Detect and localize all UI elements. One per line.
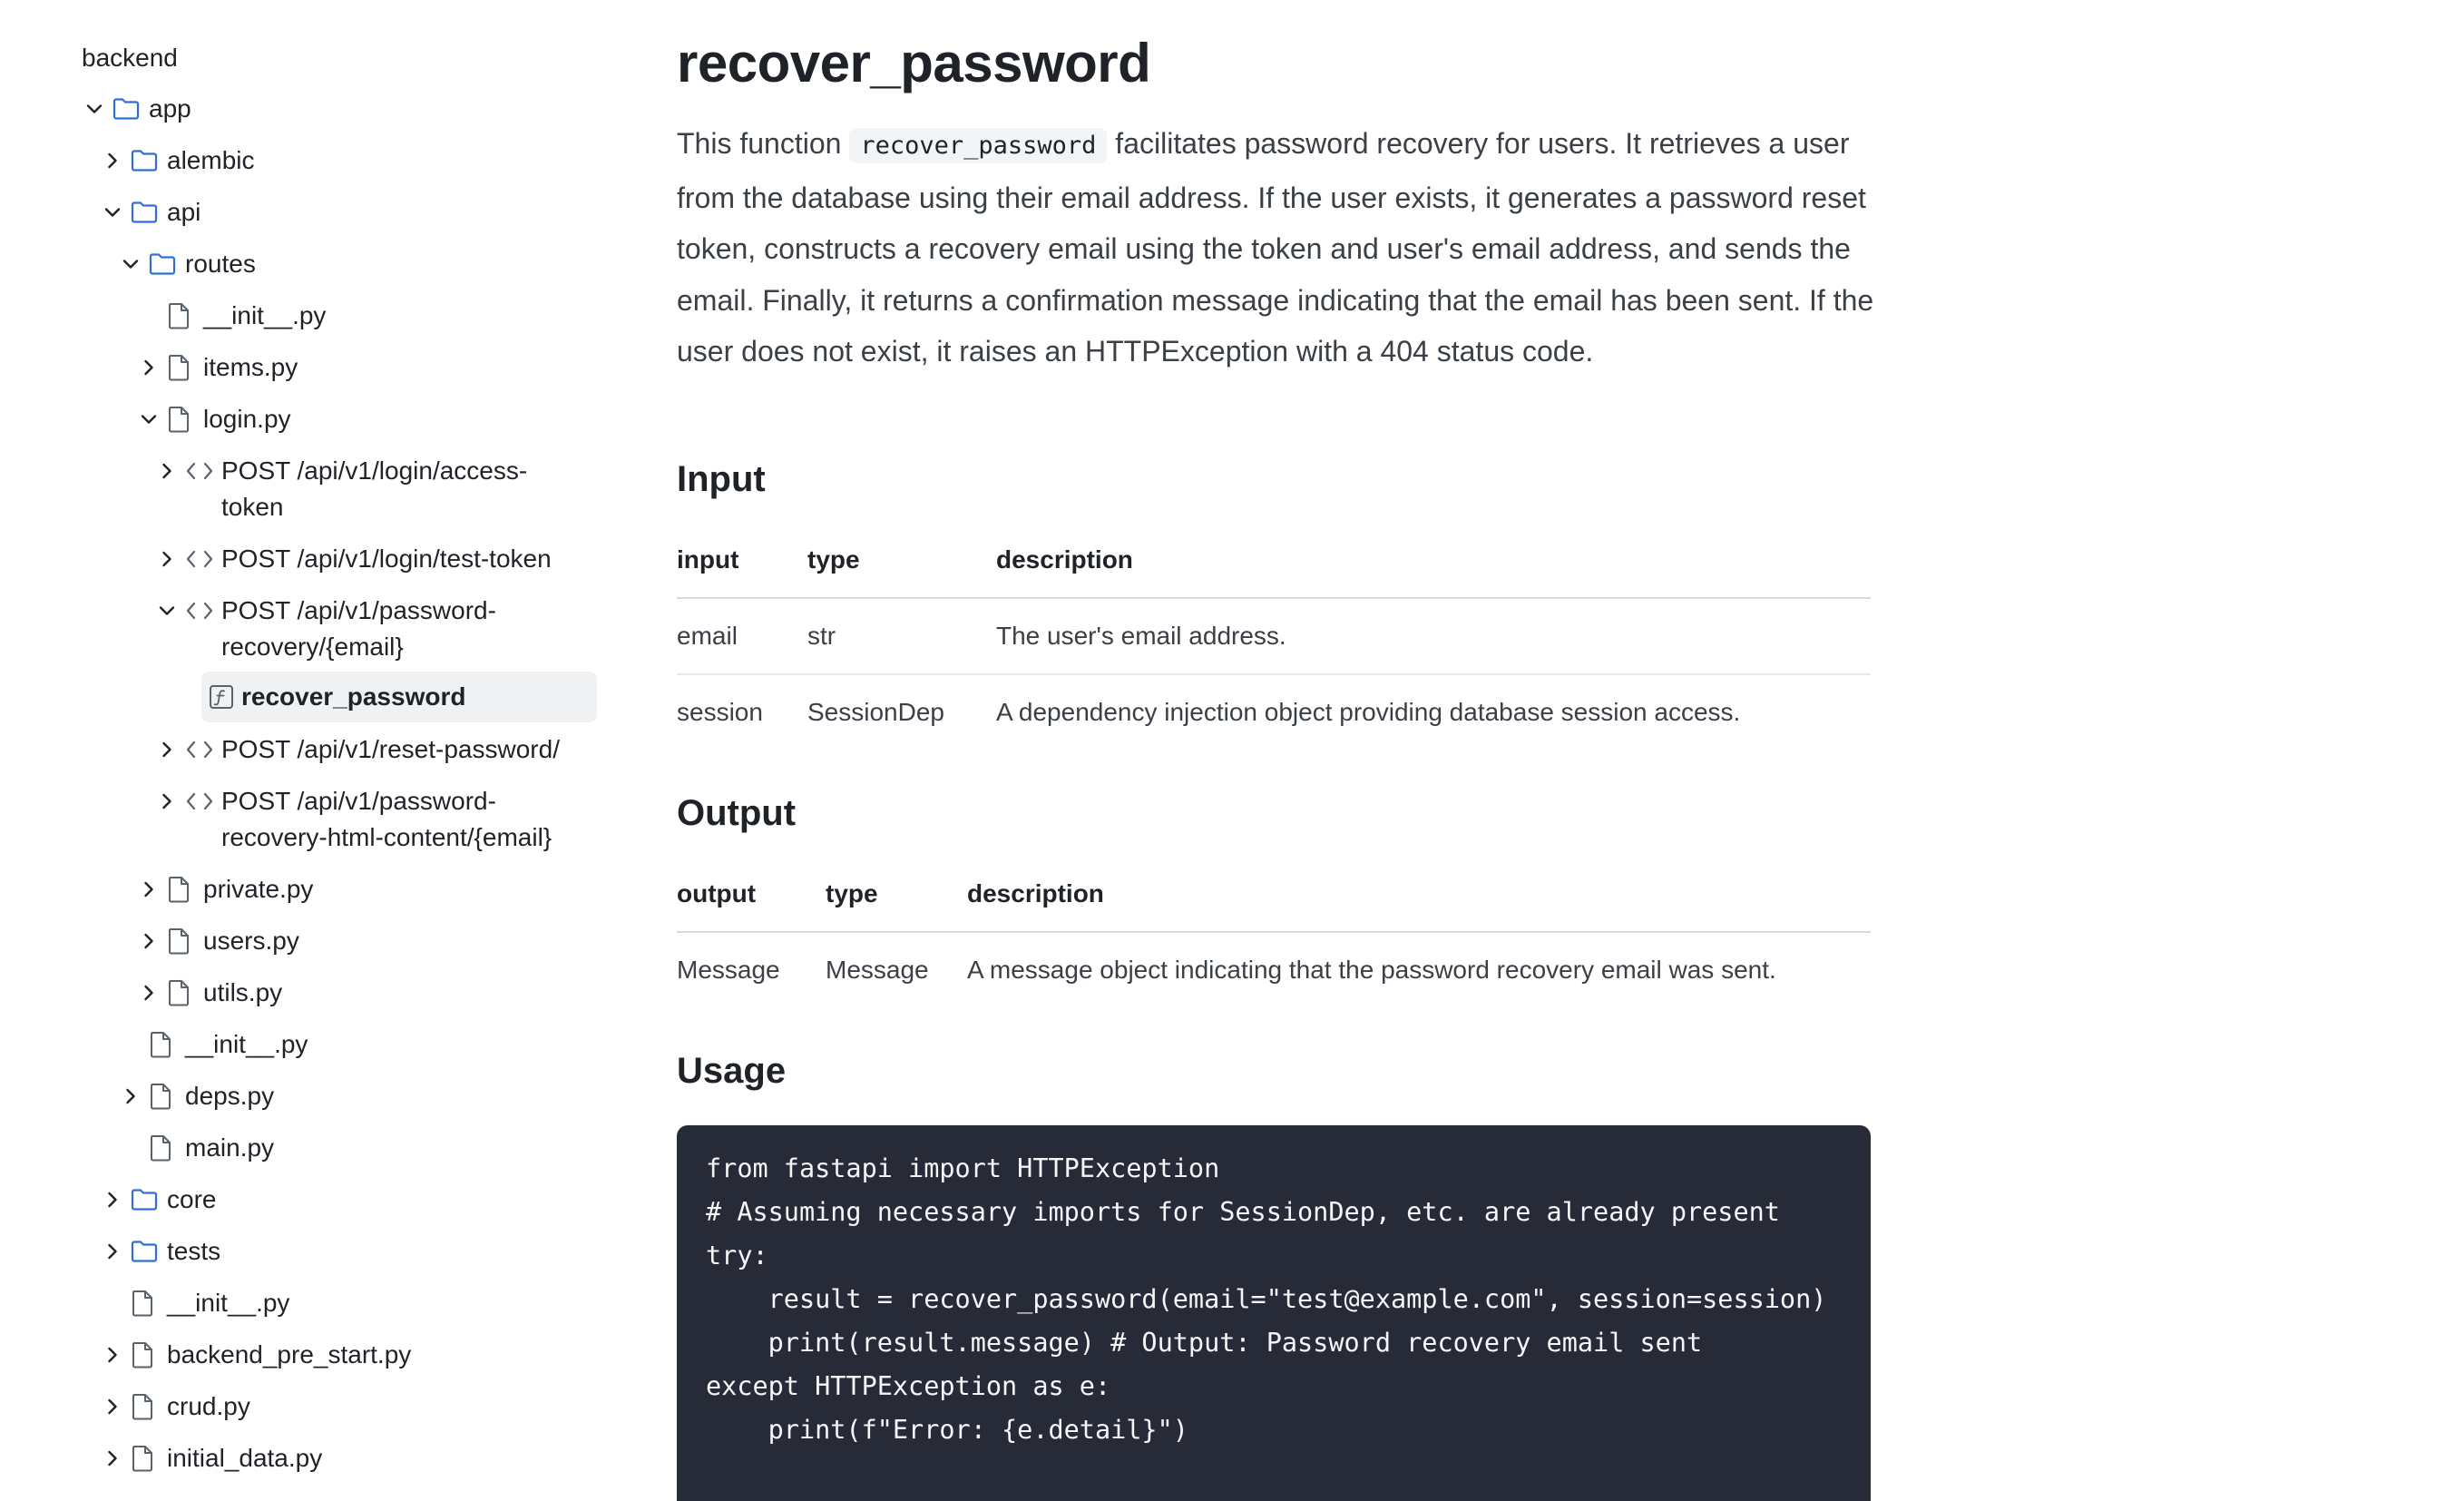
tree-item-label: POST /api/v1/login/test-token xyxy=(221,544,552,573)
code-line: print(f"Error: {e.detail}") xyxy=(706,1415,1188,1445)
usage-section-heading: Usage xyxy=(677,1051,787,1091)
table-header-cell: output xyxy=(677,857,826,932)
chevron-down-icon[interactable] xyxy=(154,593,180,629)
input-section-heading: Input xyxy=(677,459,766,499)
code-icon xyxy=(185,783,214,819)
tree-item-core[interactable] xyxy=(100,1182,216,1218)
tree-item-recover-password[interactable] xyxy=(201,672,597,722)
table-row xyxy=(677,598,1871,674)
tree-item-label: POST /api/v1/password-recovery/{email} xyxy=(221,596,496,661)
tree-item-label: users.py xyxy=(203,927,299,955)
description-text-before: This function xyxy=(677,127,850,160)
page-title: recover_password xyxy=(677,33,1151,93)
table-cell: The user's email address. xyxy=(996,598,1871,674)
chevron-right-icon[interactable] xyxy=(136,871,161,907)
tree-item-label: items.py xyxy=(203,353,298,381)
table-header-cell: description xyxy=(996,523,1871,598)
function-description xyxy=(677,118,1874,378)
file-icon xyxy=(167,401,196,437)
table-cell: str xyxy=(807,598,996,674)
tree-item-label: private.py xyxy=(203,875,314,903)
code-icon xyxy=(185,453,214,489)
output-table xyxy=(677,857,1871,1007)
chevron-down-icon[interactable] xyxy=(136,401,161,437)
folder-icon xyxy=(131,142,160,179)
table-header-row xyxy=(677,857,1871,932)
code-line: except HTTPException as e: xyxy=(706,1371,1111,1401)
tree-item-label: initial_data.py xyxy=(167,1444,323,1472)
code-icon xyxy=(185,731,214,768)
tree-item-label: alembic xyxy=(167,146,255,174)
chevron-right-icon[interactable] xyxy=(100,1440,125,1476)
tree-item-label: deps.py xyxy=(185,1082,275,1110)
tree-item-label: login.py xyxy=(203,405,291,433)
file-icon xyxy=(131,1440,160,1476)
code-line: print(result.message) # Output: Password recovery email sent xyxy=(706,1328,1703,1358)
code-line: try: xyxy=(706,1241,768,1270)
tree-item-private-py[interactable] xyxy=(136,871,313,907)
chevron-right-icon[interactable] xyxy=(154,453,180,489)
table-cell: session xyxy=(677,698,763,726)
file-icon xyxy=(167,349,196,386)
table-cell: A dependency injection object providing database session access. xyxy=(996,698,1741,726)
description-text-after: facilitates password recovery for users. It retrieves a user from the database using their email address. If the user exists, it generates a password reset token, constructs a recovery email using the token and user's email address, and sends the email. Finally, it returns a confirmation message indicating that the email has been sent. If the user does not exist, it raises an HTTPException with a 404 status code. xyxy=(677,127,1874,368)
tree-root-label: backend xyxy=(82,44,178,72)
usage-code-block[interactable] xyxy=(677,1125,1871,1501)
tree-item-label: tests xyxy=(167,1237,221,1265)
tree-item-backend-pre-start-py[interactable] xyxy=(100,1337,411,1373)
table-header-row xyxy=(677,523,1871,598)
table-cell: email xyxy=(677,598,807,674)
chevron-down-icon[interactable] xyxy=(100,194,125,231)
folder-icon xyxy=(131,1233,160,1270)
tree-item-endpoint-access-token[interactable] xyxy=(154,453,584,525)
file-icon xyxy=(131,1285,160,1321)
tree-item-items-py[interactable] xyxy=(136,349,298,386)
chevron-down-icon[interactable] xyxy=(82,91,107,127)
code-line: from fastapi import HTTPException xyxy=(706,1153,1220,1183)
tree-item-endpoint-reset-password[interactable] xyxy=(154,731,584,768)
table-row xyxy=(677,674,1871,750)
chevron-right-icon[interactable] xyxy=(100,1182,125,1218)
chevron-right-icon[interactable] xyxy=(136,975,161,1011)
tree-item-init-app[interactable] xyxy=(100,1285,289,1321)
chevron-right-icon[interactable] xyxy=(154,541,180,577)
chevron-right-icon[interactable] xyxy=(136,349,161,386)
tree-item-utils-py[interactable] xyxy=(136,975,282,1011)
table-header-cell: input xyxy=(677,523,807,598)
chevron-right-icon[interactable] xyxy=(136,923,161,959)
chevron-right-icon[interactable] xyxy=(118,1078,143,1114)
tree-item-alembic[interactable] xyxy=(100,142,254,179)
tree-item-label: recover_password xyxy=(241,682,466,711)
function-icon xyxy=(209,679,238,715)
tree-item-init-routes[interactable] xyxy=(136,298,326,334)
folder-icon xyxy=(112,91,142,127)
tree-item-label: app xyxy=(149,94,191,123)
tree-item-label: __init__.py xyxy=(185,1030,308,1058)
file-icon xyxy=(167,871,196,907)
tree-item-tests[interactable] xyxy=(100,1233,220,1270)
table-cell: SessionDep xyxy=(807,698,944,726)
file-icon xyxy=(149,1130,178,1166)
code-line: # Assuming necessary imports for SessionDep, etc. are already present xyxy=(706,1197,1780,1227)
tree-item-label: POST /api/v1/password-recovery-html-content/{email} xyxy=(221,787,552,851)
chevron-down-icon[interactable] xyxy=(118,246,143,282)
tree-item-label: utils.py xyxy=(203,978,283,1006)
file-icon xyxy=(149,1078,178,1114)
folder-icon xyxy=(149,246,178,282)
tree-item-label: POST /api/v1/reset-password/ xyxy=(221,735,560,763)
file-icon xyxy=(167,923,196,959)
tree-item-crud-py[interactable] xyxy=(100,1388,250,1425)
tree-item-label: POST /api/v1/login/access-token xyxy=(221,456,528,521)
tree-item-label: api xyxy=(167,198,201,226)
tree-item-endpoint-password-recovery[interactable] xyxy=(154,593,584,665)
tree-item-label: routes xyxy=(185,250,256,278)
tree-item-login-py[interactable] xyxy=(136,401,291,437)
file-icon xyxy=(131,1388,160,1425)
tree-item-label: __init__.py xyxy=(167,1289,290,1317)
table-cell: Message xyxy=(826,956,929,984)
code-line: result = recover_password(email="test@example.com", session=session) xyxy=(706,1284,1827,1314)
tree-item-label: __init__.py xyxy=(203,301,327,329)
tree-item-label: core xyxy=(167,1185,217,1213)
tree-item-initial-data-py[interactable] xyxy=(100,1440,322,1476)
code-icon xyxy=(185,541,214,577)
file-icon xyxy=(167,975,196,1011)
input-table xyxy=(677,523,1871,750)
folder-icon xyxy=(131,194,160,231)
chevron-right-icon[interactable] xyxy=(154,783,180,819)
tree-item-endpoint-test-token[interactable] xyxy=(154,541,584,577)
chevron-right-icon[interactable] xyxy=(100,1337,125,1373)
tree-item-api[interactable] xyxy=(100,194,200,231)
tree-item-label: crud.py xyxy=(167,1392,250,1420)
tree-item-users-py[interactable] xyxy=(136,923,299,959)
table-header-cell: description xyxy=(967,857,1871,932)
chevron-right-icon[interactable] xyxy=(154,731,180,768)
chevron-right-icon[interactable] xyxy=(100,1233,125,1270)
table-header-cell: type xyxy=(826,857,967,932)
output-section-heading: Output xyxy=(677,793,797,833)
code-icon xyxy=(185,593,214,629)
chevron-right-icon[interactable] xyxy=(100,1388,125,1425)
table-header-cell: type xyxy=(807,523,996,598)
table-cell: Message xyxy=(677,956,780,984)
tree-item-deps-py[interactable] xyxy=(118,1078,274,1114)
file-icon xyxy=(149,1026,178,1063)
table-row xyxy=(677,932,1871,1007)
inline-code-function-name: recover_password xyxy=(849,128,1107,163)
file-icon xyxy=(167,298,196,334)
file-icon xyxy=(131,1337,160,1373)
folder-icon xyxy=(131,1182,160,1218)
tree-item-app[interactable] xyxy=(82,91,191,127)
tree-item-routes[interactable] xyxy=(118,246,256,282)
tree-item-init-api[interactable] xyxy=(118,1026,308,1063)
tree-item-label: main.py xyxy=(185,1133,275,1162)
tree-item-endpoint-password-recovery-html[interactable] xyxy=(154,783,584,856)
table-cell: A message object indicating that the password recovery email was sent. xyxy=(967,956,1776,984)
chevron-right-icon[interactable] xyxy=(100,142,125,179)
tree-item-label: backend_pre_start.py xyxy=(167,1340,412,1369)
tree-item-main-py[interactable] xyxy=(118,1130,274,1166)
